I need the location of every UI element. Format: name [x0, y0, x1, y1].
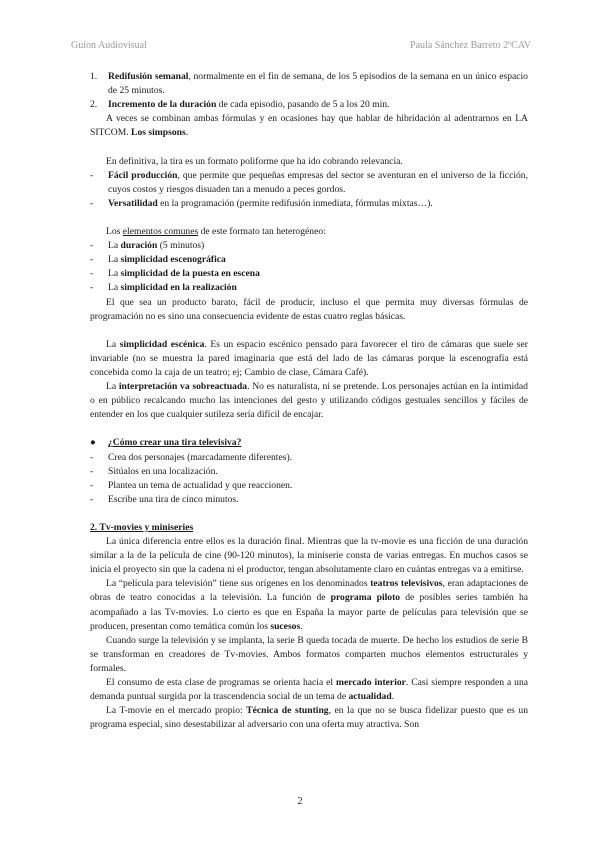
bullet-item: ● ¿Cómo crear una tira televisiva? [90, 436, 528, 450]
bullet-icon: ● [90, 437, 96, 449]
page-body [90, 70, 528, 732]
header-left: Guion Audiovisual [71, 40, 147, 51]
paragraph: El que sea un producto barato, fácil de producir, incluso el que permita muy diversas fórmulas de programación no es sino una consecuencia evidente de estas cuatro reglas básicas. [90, 296, 528, 322]
paragraph: La simplicidad escénica. Es un espacio escénico pensado para favorecer el tiro de cámaras que suele ser invariable (no se muestra la pared imaginaria que está del lado de las cámaras porque la escenografía está concebida como la caja de un teatro; ej; Cambio de clase, Cámara Café). [90, 338, 528, 378]
dash-item: - Fácil producción, que permite que pequeñas empresas del sector se aventuran en el universo de la ficción, cuyos costos y riesgos disuaden tan a menudo a peces gordos. [90, 169, 528, 195]
dash-item: - Versatilidad en la programación (permite redifusión inmediata, fórmulas mixtas…). [90, 197, 433, 209]
dash-item: - La simplicidad de la puesta en escena [90, 268, 260, 280]
dash-item: - Plantea un tema de actualidad y que reaccionen. [90, 479, 293, 491]
dash-item: - La simplicidad escenográfica [90, 254, 226, 266]
paragraph: Cuando surge la televisión y se implanta, la serie B queda tocada de muerte. De hecho los estudios de serie B se transforman en creadores de Tv-movies. Ambos formatos comparten muchos elementos estructurales y formales. [90, 634, 528, 674]
dash-item: - La duración (5 minutos) [90, 240, 205, 252]
paragraph: El consumo de esta clase de programas se orienta hacia el mercado interior. Casi siempre responden a una demanda puntual surgida por la trascendencia social de un tema de actualidad. [90, 677, 528, 703]
paragraph: A veces se combinan ambas fórmulas y en ocasiones hay que hablar de hibridación al adentrarnos en LA SITCOM. Los simpsons. [90, 113, 528, 139]
dash-item: - La simplicidad en la realización [90, 282, 237, 294]
numbered-item: 1. Redifusión semanal, normalmente en el fin de semana, de los 5 episodios de la semana en un único espacio de 25 minutos. [90, 71, 528, 97]
section-title: 2. Tv-movies y miniseries [90, 522, 194, 533]
numbered-item: 2. Incremento de la duración de cada episodio, pasando de 5 a los 20 min. [90, 99, 390, 111]
paragraph: La interpretación va sobreactuada. No es naturalista, ni se pretende. Los personajes actúan en la intimidad o en público recalcando mucho las intenciones del gesto y utilizando códigos gestuales sencillos y fáciles de entender en los que cualquier sutileza sería difícil de encajar. [90, 381, 528, 421]
dash-item: - Escribe una tira de cinco minutos. [90, 493, 239, 505]
paragraph: En definitiva, la tira es un formato poliforme que ha ido cobrando relevancia. [106, 155, 403, 167]
paragraph: La única diferencia entre ellos es la duración final. Mientras que la tv-movie es una ficción de una duración similar a la de la película de cine (90-120 minutos), la miniserie consta de varias entregas. En muchos casos se inicia el proyecto sin que la cadena ni el productor, tengan absolutamente claro en cuántas entregas va a emitirse. [90, 536, 528, 576]
dash-item: - Crea dos personajes (marcadamente diferentes). [90, 451, 293, 463]
page-number: 2 [297, 795, 303, 807]
paragraph: La T-movie en el mercado propio: Técnica de stunting, en la que no se busca fidelizar puesto que es un programa especial, sino desestabilizar al adversario con una oferta muy atractiva. Son [90, 705, 528, 731]
paragraph: Los elementos comunes de este formato tan heterogéneo: [106, 226, 326, 238]
paragraph: La “película para televisión” tiene sus orígenes en los denominados teatros televisivos, eran adaptaciones de obras de teatro conocidas a la televisión. La función de programa piloto de posibles series también ha acompañado a las Tv-movies. Lo cierto es que en España la mayor parte de películas para televisión que se producen, presentan como temática común los sucesos. [90, 578, 528, 632]
dash-item: - Sitúalos en una localización. [90, 465, 218, 477]
header-right: Paula Sánchez Barreto 2ºCAV [410, 40, 531, 51]
